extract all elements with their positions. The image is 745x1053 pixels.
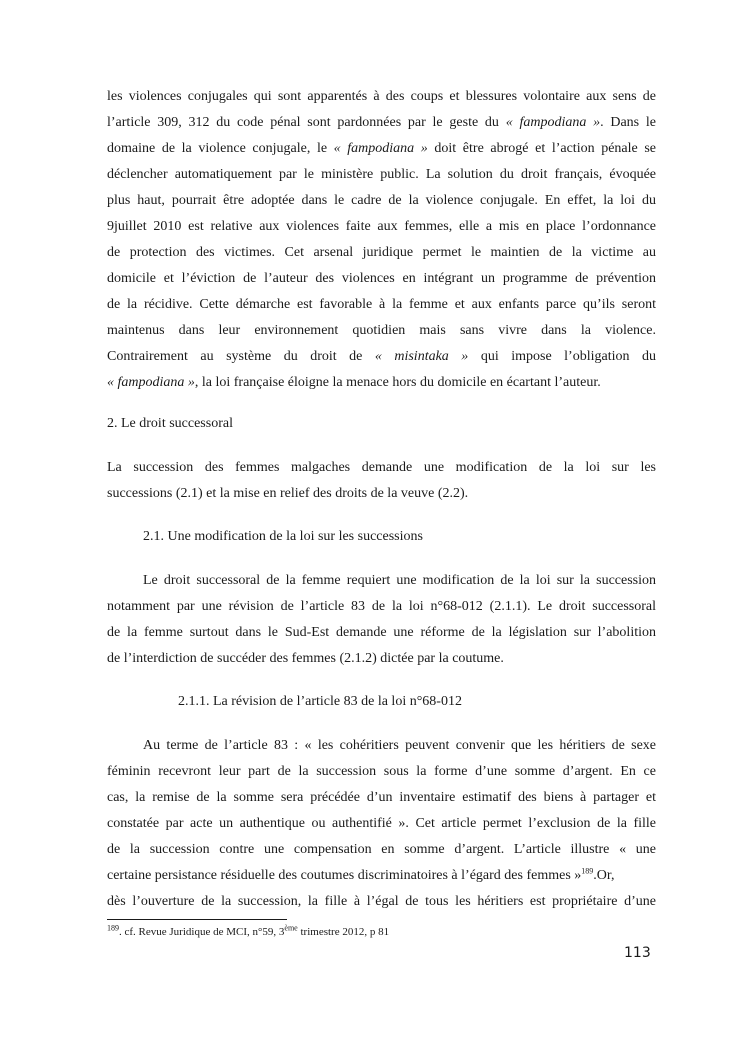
footnote-separator — [107, 919, 287, 920]
text-line: de l’interdiction de succéder des femmes (2.1.2) dictée par la coutume. — [107, 651, 504, 666]
footnote-reference[interactable]: 189 — [581, 866, 594, 876]
paragraph-article-83 — [107, 733, 656, 915]
text-line: les violences conjugales qui sont apparentés à des coups et blessures volontaire aux sens de — [107, 89, 656, 104]
text-line: féminin recevront leur part de la succession sous la forme d’une somme d’argent. En ce — [107, 764, 656, 779]
text-line: Au terme de l’article 83 : « les cohéritiers peuvent convenir que les héritiers de sexe — [143, 738, 656, 753]
text-line: notamment par une révision de l’article 83 de la loi n°68-012 (2.1.1). Le droit successoral — [107, 599, 656, 614]
text-line: déclencher automatiquement par le ministère public. La solution du droit français, évoquée — [107, 167, 656, 182]
text-line: l’article 309, 312 du code pénal sont pardonnées par le geste du « fampodiana ». Dans le — [107, 115, 656, 130]
footnote-number: 189 — [107, 923, 119, 933]
subsection-heading-2-1: 2.1. Une modification de la loi sur les successions — [143, 529, 423, 544]
text-fragment: .Or, — [593, 868, 615, 883]
text-line: cas, la remise de la somme sera précédée d’un inventaire estimatif des biens à partager et — [107, 790, 656, 805]
text-line: La succession des femmes malgaches demande une modification de la loi sur les — [107, 460, 656, 475]
text-line: de la succession contre une compensation en somme d’argent. L’article illustre « une — [107, 842, 656, 857]
text-line: maintenus dans leur environnement quotidien mais sans vivre dans la violence. — [107, 323, 656, 338]
paragraph-succession-intro — [107, 455, 656, 507]
paragraph-modification-loi — [107, 568, 656, 672]
text-line-with-footnote-ref — [107, 863, 656, 889]
text-line: domaine de la violence conjugale, le « fampodiana » doit être abrogé et l’action pénale se — [107, 141, 657, 156]
footnote-superscript: ème — [284, 923, 298, 933]
footnote — [107, 923, 390, 938]
text-line: de protection des victimes. Cet arsenal juridique permet le maintien de la victime au — [107, 245, 656, 260]
text-line: dès l’ouverture de la succession, la fille à l’égal de tous les héritiers est propriétaire d’une — [107, 894, 656, 909]
text-line: de la femme surtout dans le Sud-Est demande une réforme de la législation sur l’abolition — [107, 625, 656, 640]
text-line: successions (2.1) et la mise en relief des droits de la veuve (2.2). — [107, 486, 469, 501]
text-line: 9juillet 2010 est relative aux violences faite aux femmes, elle a mis en place l’ordonnance — [107, 219, 656, 234]
text-line: plus haut, pourrait être adoptée dans le cadre de la violence conjugale. En effet, la loi du — [107, 193, 656, 208]
paragraph-violence-conjugale — [107, 84, 656, 396]
footnote-text: . cf. Revue Juridique de MCI, n°59, 3 — [119, 926, 285, 938]
text-fragment: certaine persistance résiduelle des coutumes discriminatoires à l’égard des femmes » — [107, 868, 582, 883]
section-heading-droit-successoral: 2. Le droit successoral — [107, 416, 233, 431]
text-line: constatée par acte un authentique ou authentifié ». Cet article permet l’exclusion de la fille — [107, 816, 656, 831]
text-line: « fampodiana », la loi française éloigne la menace hors du domicile en écartant l’auteur. — [107, 375, 601, 390]
page-number: 113 — [624, 945, 651, 961]
text-line: domicile et l’éviction de l’auteur des violences en intégrant un programme de prévention — [107, 271, 656, 286]
footnote-text: trimestre 2012, p 81 — [297, 926, 390, 938]
text-line: Contrairement au système du droit de « misintaka » qui impose l’obligation du — [107, 349, 656, 364]
subsection-heading-2-1-1: 2.1.1. La révision de l’article 83 de la loi n°68-012 — [178, 694, 462, 709]
text-line: de la récidive. Cette démarche est favorable à la femme et aux enfants parce qu’ils seront — [107, 297, 656, 312]
text-line: Le droit successoral de la femme requiert une modification de la loi sur la succession — [143, 573, 656, 588]
